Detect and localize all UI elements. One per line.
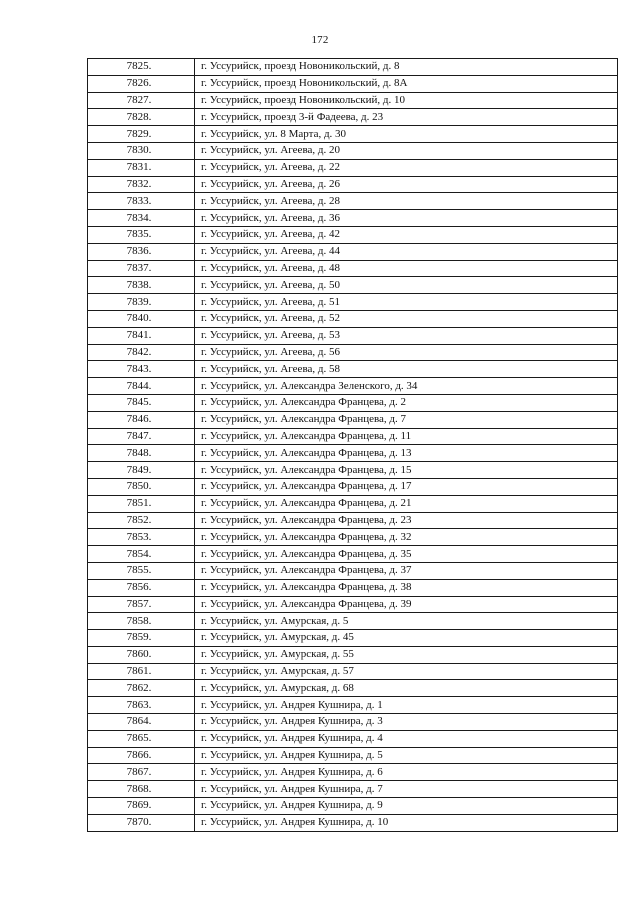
address-cell: г. Уссурийск, ул. Александра Францева, д. 11 xyxy=(195,428,618,445)
table-row xyxy=(88,159,618,176)
table-row xyxy=(88,210,618,227)
row-number-cell: 7849. xyxy=(88,462,195,479)
row-number-cell: 7858. xyxy=(88,613,195,630)
address-cell: г. Уссурийск, проезд 3-й Фадеева, д. 23 xyxy=(195,109,618,126)
address-cell: г. Уссурийск, ул. Агеева, д. 58 xyxy=(195,361,618,378)
table-row xyxy=(88,59,618,76)
row-number-cell: 7867. xyxy=(88,764,195,781)
row-number-cell: 7832. xyxy=(88,176,195,193)
address-cell: г. Уссурийск, ул. Андрея Кушнира, д. 5 xyxy=(195,747,618,764)
table-row xyxy=(88,798,618,815)
row-number-cell: 7840. xyxy=(88,310,195,327)
address-cell: г. Уссурийск, проезд Новоникольский, д. 8А xyxy=(195,75,618,92)
table-row xyxy=(88,478,618,495)
address-cell: г. Уссурийск, ул. Амурская, д. 45 xyxy=(195,630,618,647)
row-number-cell: 7844. xyxy=(88,378,195,395)
table-row xyxy=(88,462,618,479)
table-row xyxy=(88,294,618,311)
address-cell: г. Уссурийск, ул. Андрея Кушнира, д. 6 xyxy=(195,764,618,781)
address-cell: г. Уссурийск, ул. Агеева, д. 22 xyxy=(195,159,618,176)
table-row xyxy=(88,344,618,361)
row-number-cell: 7870. xyxy=(88,814,195,831)
table-row xyxy=(88,92,618,109)
table-row xyxy=(88,75,618,92)
address-cell: г. Уссурийск, ул. Андрея Кушнира, д. 10 xyxy=(195,814,618,831)
row-number-cell: 7838. xyxy=(88,277,195,294)
table-row xyxy=(88,814,618,831)
row-number-cell: 7846. xyxy=(88,411,195,428)
table-row xyxy=(88,226,618,243)
table-row xyxy=(88,378,618,395)
address-cell: г. Уссурийск, ул. Андрея Кушнира, д. 9 xyxy=(195,798,618,815)
table-row xyxy=(88,512,618,529)
address-cell: г. Уссурийск, ул. Александра Францева, д. 38 xyxy=(195,579,618,596)
address-cell: г. Уссурийск, ул. Александра Францева, д. 13 xyxy=(195,445,618,462)
row-number-cell: 7825. xyxy=(88,59,195,76)
address-cell: г. Уссурийск, ул. Агеева, д. 28 xyxy=(195,193,618,210)
table-row xyxy=(88,310,618,327)
table-row xyxy=(88,562,618,579)
row-number-cell: 7851. xyxy=(88,495,195,512)
address-cell: г. Уссурийск, ул. Андрея Кушнира, д. 3 xyxy=(195,714,618,731)
table-row xyxy=(88,764,618,781)
row-number-cell: 7833. xyxy=(88,193,195,210)
row-number-cell: 7831. xyxy=(88,159,195,176)
row-number-cell: 7860. xyxy=(88,646,195,663)
row-number-cell: 7842. xyxy=(88,344,195,361)
table-row xyxy=(88,361,618,378)
row-number-cell: 7843. xyxy=(88,361,195,378)
address-cell: г. Уссурийск, ул. Александра Зеленского, д. 34 xyxy=(195,378,618,395)
address-cell: г. Уссурийск, ул. Агеева, д. 52 xyxy=(195,310,618,327)
row-number-cell: 7848. xyxy=(88,445,195,462)
table-row xyxy=(88,529,618,546)
table-row xyxy=(88,411,618,428)
address-cell: г. Уссурийск, ул. Агеева, д. 51 xyxy=(195,294,618,311)
row-number-cell: 7829. xyxy=(88,126,195,143)
address-registry-table xyxy=(87,58,618,832)
address-cell: г. Уссурийск, ул. Агеева, д. 42 xyxy=(195,226,618,243)
row-number-cell: 7830. xyxy=(88,142,195,159)
address-cell: г. Уссурийск, ул. Амурская, д. 5 xyxy=(195,613,618,630)
address-cell: г. Уссурийск, ул. Александра Францева, д. 2 xyxy=(195,394,618,411)
address-cell: г. Уссурийск, ул. Александра Францева, д. 21 xyxy=(195,495,618,512)
table-row xyxy=(88,747,618,764)
table-row xyxy=(88,277,618,294)
address-cell: г. Уссурийск, ул. Андрея Кушнира, д. 1 xyxy=(195,697,618,714)
address-cell: г. Уссурийск, ул. Андрея Кушнира, д. 4 xyxy=(195,730,618,747)
address-cell: г. Уссурийск, ул. Агеева, д. 53 xyxy=(195,327,618,344)
table-row xyxy=(88,663,618,680)
row-number-cell: 7826. xyxy=(88,75,195,92)
table-row xyxy=(88,646,618,663)
address-cell: г. Уссурийск, ул. Амурская, д. 55 xyxy=(195,646,618,663)
row-number-cell: 7866. xyxy=(88,747,195,764)
row-number-cell: 7869. xyxy=(88,798,195,815)
address-cell: г. Уссурийск, ул. Александра Францева, д. 15 xyxy=(195,462,618,479)
row-number-cell: 7854. xyxy=(88,546,195,563)
address-cell: г. Уссурийск, ул. Александра Францева, д. 32 xyxy=(195,529,618,546)
table-row xyxy=(88,394,618,411)
row-number-cell: 7835. xyxy=(88,226,195,243)
row-number-cell: 7853. xyxy=(88,529,195,546)
table-row xyxy=(88,714,618,731)
row-number-cell: 7841. xyxy=(88,327,195,344)
table-row xyxy=(88,243,618,260)
row-number-cell: 7857. xyxy=(88,596,195,613)
address-cell: г. Уссурийск, ул. Агеева, д. 48 xyxy=(195,260,618,277)
row-number-cell: 7852. xyxy=(88,512,195,529)
address-cell: г. Уссурийск, проезд Новоникольский, д. 8 xyxy=(195,59,618,76)
row-number-cell: 7834. xyxy=(88,210,195,227)
row-number-cell: 7845. xyxy=(88,394,195,411)
row-number-cell: 7839. xyxy=(88,294,195,311)
address-cell: г. Уссурийск, ул. 8 Марта, д. 30 xyxy=(195,126,618,143)
table-row xyxy=(88,781,618,798)
row-number-cell: 7862. xyxy=(88,680,195,697)
table-row xyxy=(88,546,618,563)
address-cell: г. Уссурийск, ул. Александра Францева, д. 17 xyxy=(195,478,618,495)
row-number-cell: 7868. xyxy=(88,781,195,798)
row-number-cell: 7827. xyxy=(88,92,195,109)
page-number: 172 xyxy=(311,34,329,46)
address-cell: г. Уссурийск, ул. Андрея Кушнира, д. 7 xyxy=(195,781,618,798)
table-row xyxy=(88,613,618,630)
table-row xyxy=(88,579,618,596)
row-number-cell: 7828. xyxy=(88,109,195,126)
row-number-cell: 7855. xyxy=(88,562,195,579)
table-row xyxy=(88,697,618,714)
address-cell: г. Уссурийск, проезд Новоникольский, д. 10 xyxy=(195,92,618,109)
table-row xyxy=(88,126,618,143)
row-number-cell: 7864. xyxy=(88,714,195,731)
table-row xyxy=(88,445,618,462)
row-number-cell: 7863. xyxy=(88,697,195,714)
address-cell: г. Уссурийск, ул. Александра Францева, д. 39 xyxy=(195,596,618,613)
row-number-cell: 7856. xyxy=(88,579,195,596)
address-cell: г. Уссурийск, ул. Амурская, д. 57 xyxy=(195,663,618,680)
table-row xyxy=(88,680,618,697)
table-row xyxy=(88,109,618,126)
row-number-cell: 7837. xyxy=(88,260,195,277)
address-cell: г. Уссурийск, ул. Амурская, д. 68 xyxy=(195,680,618,697)
table-row xyxy=(88,730,618,747)
table-row xyxy=(88,495,618,512)
table-row xyxy=(88,176,618,193)
address-cell: г. Уссурийск, ул. Агеева, д. 56 xyxy=(195,344,618,361)
address-cell: г. Уссурийск, ул. Агеева, д. 20 xyxy=(195,142,618,159)
table-row xyxy=(88,327,618,344)
table-row xyxy=(88,142,618,159)
address-registry-body xyxy=(88,59,618,832)
row-number-cell: 7861. xyxy=(88,663,195,680)
table-row xyxy=(88,260,618,277)
address-cell: г. Уссурийск, ул. Александра Францева, д. 35 xyxy=(195,546,618,563)
address-cell: г. Уссурийск, ул. Александра Францева, д. 23 xyxy=(195,512,618,529)
address-cell: г. Уссурийск, ул. Агеева, д. 50 xyxy=(195,277,618,294)
address-cell: г. Уссурийск, ул. Александра Францева, д. 7 xyxy=(195,411,618,428)
table-row xyxy=(88,596,618,613)
table-row xyxy=(88,630,618,647)
address-cell: г. Уссурийск, ул. Агеева, д. 26 xyxy=(195,176,618,193)
address-cell: г. Уссурийск, ул. Агеева, д. 44 xyxy=(195,243,618,260)
table-row xyxy=(88,428,618,445)
table-row xyxy=(88,193,618,210)
row-number-cell: 7850. xyxy=(88,478,195,495)
row-number-cell: 7865. xyxy=(88,730,195,747)
row-number-cell: 7836. xyxy=(88,243,195,260)
row-number-cell: 7859. xyxy=(88,630,195,647)
address-cell: г. Уссурийск, ул. Агеева, д. 36 xyxy=(195,210,618,227)
address-cell: г. Уссурийск, ул. Александра Францева, д. 37 xyxy=(195,562,618,579)
row-number-cell: 7847. xyxy=(88,428,195,445)
